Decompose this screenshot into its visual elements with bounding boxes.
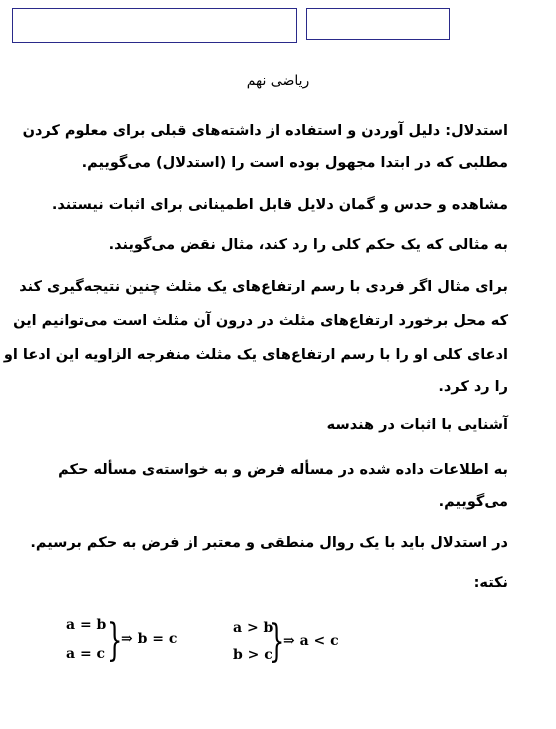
formula-left-line-1: a = b bbox=[66, 617, 107, 633]
formula-left-brace: } bbox=[107, 615, 123, 666]
example-line-2: که محل برخورد ارتفاع‌های مثلث در درون آن مثلث است می‌توانیم این bbox=[13, 313, 508, 329]
formula-right-brace: } bbox=[269, 616, 285, 667]
formula-left-line-2: a = c bbox=[66, 646, 106, 662]
example-line-1: برای مثال اگر فردی با رسم ارتفاع‌های یک مثلث چنین نتیجه‌گیری کند bbox=[19, 279, 508, 295]
formula-left-result: ⇒ b = c bbox=[121, 631, 178, 647]
definition-line-1: استدلال: دلیل آوردن و استفاده از داشته‌های قبلی برای معلوم کردن bbox=[22, 123, 508, 139]
note-label: نکته: bbox=[473, 575, 508, 591]
page-title: ریاضی نهم bbox=[246, 73, 310, 89]
counterexample-text: به مثالی که یک حکم کلی را رد کند، مثال نقض می‌گویند. bbox=[108, 237, 508, 253]
formula-right-result: ⇒ a < c bbox=[283, 633, 339, 649]
geometry-heading: آشنایی با اثبات در هندسه bbox=[326, 417, 508, 433]
formula-right-line-1: a > b bbox=[233, 620, 274, 636]
given-line-1: به اطلاعات داده شده در مسأله فرض و به خواسته‌ی مسأله حکم bbox=[58, 462, 508, 478]
header-box-right bbox=[306, 8, 450, 40]
observation-text: مشاهده و حدس و گمان دلایل قابل اطمینانی برای اثبات نیستند. bbox=[51, 197, 508, 213]
example-line-4: را رد کرد. bbox=[438, 379, 508, 395]
reasoning-text: در استدلال باید با یک روال منطقی و معتبر از فرض به حکم برسیم. bbox=[30, 535, 508, 551]
given-line-2: می‌گوییم. bbox=[438, 494, 508, 510]
example-line-3: ادعای کلی او را با رسم ارتفاع‌های یک مثلث منفرجه الزاویه این ادعا او bbox=[3, 347, 508, 363]
formula-right-line-2: b > c bbox=[233, 647, 273, 663]
definition-line-2: مطلبی که در ابتدا مجهول بوده است را (استدلال) می‌گوییم. bbox=[81, 155, 508, 171]
header-box-left bbox=[12, 8, 297, 43]
